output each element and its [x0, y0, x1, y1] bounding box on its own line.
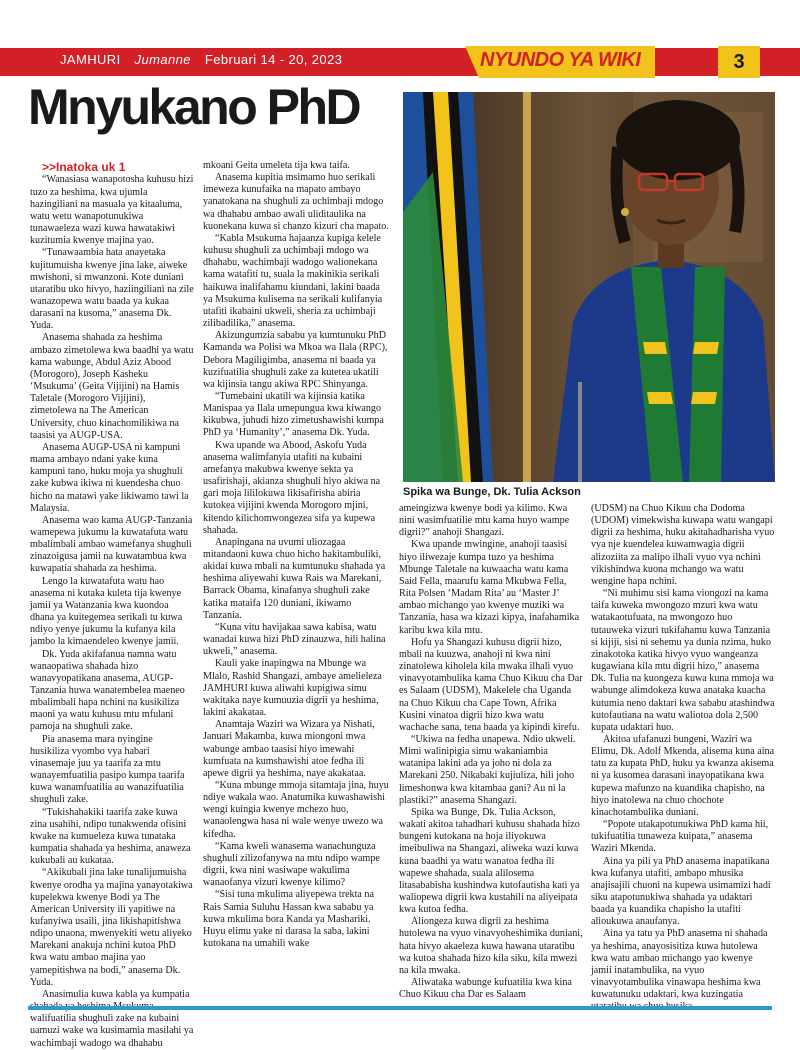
article-paragraph: Anasema kupitia msimamo huo serikali imeweza kunufaika na mapato ambayo yanatokana na shughuli za uchimbaji mdogo wa dhahabu ambao awali uliditaulika na kuonekana kuwa si chanzo kizuri cha mapato. — [203, 172, 389, 232]
article-paragraph: Aina ya pili ya PhD anasema inapatikana kwa kufanya utafiti, ambapo mhusika anajisajili chuoni na kupewa usimamizi hadi siku atapotunukiwa shahada ya udaktari baada ya kuandika chapisho la utafiti alioukuwa anaufanya. — [591, 855, 771, 928]
article-paragraph: “Tukishahakiki taarifa zake kuwa zina usahihi, ndipo tunakwenda ofisini kwake na kumueleza kuwa tunataka kumpatia shahada ya heshima, anaweza kukubali au kukataa. — [30, 806, 191, 867]
article-paragraph: “Sisi tuna mkulima aliyepewa trekta na Rais Samia Suluhu Hassan kwa sababu ya kuwa mkulima bora Kanda ya Mashariki. Huyu elimu yake ni darasa la saba, lakini kutokana na umahili wake — [203, 889, 374, 949]
issue-dates: Februari 14 - 20, 2023 — [204, 52, 343, 67]
article-column-3 — [399, 503, 583, 1001]
article-paragraph: “Tunawaambia hata anayetaka kujitumuisha kwenye jina lake, aiweke mwishoni, si mwanzoni. Kote duniani utaratibu uko hivyo, haziingiliani na zile wanazopewa watu baada ya kukaa darasani na kusoma,” anasema Dk. Yuda. — [30, 247, 194, 332]
article-paragraph: Anamtaja Waziri wa Wizara ya Nishati, Januari Makamba, kuwa miongoni mwa wabunge ambao taasisi hiyo imewahi kumfuata na kumshawishi atoe fedha ili apewe digrii ya heshima, naye akakataa. — [203, 719, 375, 779]
photo-caption: Spika wa Bunge, Dk. Tulia Ackson — [403, 486, 581, 498]
article-paragraph: “Akikubali jina lake tunalijumuisha kwenye orodha ya majina yanayotakiwa kupelekwa kwenye Bodi ya The American University ili yapitiwe na kufanyiwa usaili, jina likishapitishwa ndipo unaona, mwenyekiti wetu aliyeko Marekani anakuja nchini kutoa PhD kwa watu ambao majina yao yamepitishwa na bodi,” anasema Dk. Yuda. — [30, 867, 193, 988]
article-paragraph: Pia anasema mara nyingine husikiliza vyombo vya habari vinasemaje juu ya taarifa za mtu wanayemfuatilia pasipo kumpa taarifa kuwa wanamfuatilia au wanazifuatilia shughuli zake. — [30, 733, 185, 806]
issue-day: Jumanne — [134, 52, 191, 67]
footer-rule — [28, 1006, 772, 1010]
article-paragraph: Hofu ya Shangazi kuhusu digrii hizo, mbali na kuuzwa, anahoji ni kwa nini zinatolewa kiholela kila mwaka ilhali vyuo vinavyotambulika kama Chuo Kikuu cha Dar es Salaam (UDSM), Makelele cha Uganda na Chuo Kikuu cha Cape Town, Afrika Kusini vinatoa digrii hizo kwa watu wachache sana, tena baada ya kipindi kirefu. — [399, 636, 583, 733]
page-header — [0, 0, 800, 88]
article-paragraph: “Wanasiasa wanapotosha kuhusu hizi tuzo za heshima, kwa ujumla hazingiliani na masuala ya kitaaluma, watu wetu wanapotunukiwa tunawaeleza wazi kuwa hawatakiwi kuzitumia kwenye majina yao. — [30, 174, 194, 247]
section-title: NYUNDO YA WIKI — [480, 49, 641, 71]
article-column-2 — [203, 160, 390, 950]
jump-line: >>Inatoka uk 1 — [42, 160, 126, 174]
article-paragraph: Akitoa ufafanuzi bungeni, Waziri wa Elimu, Dk. Adolf Mkenda, alisema kuna aina tatu za kupata PhD, huku ya kwanza akisema ni ya kusomea darasani inayopatikana kwa kupewa mafunzo na kuandika chapisho, na hiyo inatolewa na chuo chochote kinachotambulika duniani. — [591, 733, 775, 818]
article-paragraph: “Kama kweli wanasema wanachunguza shughuli zilizofanywa na mtu ndipo wampe digrii, kwa nini wasiwape wakulima wanaofanya vizuri kwenye kilimo? — [203, 840, 380, 889]
article-paragraph: Kwa upande mwingine, anahoji taasisi hiyo iliwezaje kumpa tuzo ya heshima Mbunge Taletale na kuwaacha watu kama Said Fella, maarufu kama Mkubwa Fella, Rita Polsen ‘Madam Rita’ au ‘Master J’ ambao michango yao kwenye muziki wa Tanzania, hasa wa kizazi kipya, inafahamika karibu kwa kila mtu. — [399, 539, 580, 636]
article-column-1 — [30, 160, 194, 1050]
header-dateline — [60, 52, 352, 67]
article-paragraph: Dk. Yuda akifafanua namna watu wanaopatiwa shahada hizo wanavyopatikana anasema, AUGP-Tanzania huwa wanatembelea maeneo mbalimbali hapa nchini na kusikiliza maoni ya watu kuhusu mtu mfulani pamoja na shughuli zake. — [30, 648, 185, 733]
article-column-4 — [591, 503, 775, 1014]
article-paragraph: Kauli yake inapingwa na Mbunge wa Mlalo, Rashid Shangazi, ambaye amelieleza JAMHURI kuwa aliwahi kupigiwa simu wakitaka naye kumuuzia digrii ya heshima, lakini akakataa. — [203, 658, 382, 719]
article-photo — [403, 92, 775, 482]
article-paragraph: “Tumebaini ukatili wa kijinsia katika Manispaa ya Ilala umepungua kwa kiwango kikubwa, juhudi hizo zimetushawishi kumpa PhD ya ‘Humanity’,” anasema Dk. Yuda. — [203, 390, 384, 439]
article-paragraph: Anasimulia kuwa kabla ya kumpatia walifuatilia shughuli zake na kubaini uamuzi wake wa kusimamia masilahi ya wachimbaji wadogo wa dhahabu — [30, 988, 194, 1049]
article-paragraph: Anasema AUGP-USA ni kampuni mama ambayo ndani yake kuna kampuni tano, huku moja ya shughuli zake kubwa ikiwa ni kuendesha chuo hicho na matawi yake likiwamo tawi la Malaysia. — [30, 441, 189, 514]
article-headline: Mnyukano PhD — [28, 79, 360, 135]
article-paragraph: Akizungumzia sababu ya kumtunuku PhD Kamanda wa Polisi wa Mkoa wa Ilala (RPC), Debora Magiligimba, anasema ni baada ya kuzifuatilia shughuli zake za kutetea ukatili wa kijinsia tangu akiwa RPC Shinyanga. — [203, 330, 388, 390]
paper-name: JAMHURI — [60, 52, 121, 67]
article-paragraph: Aliwataka wabunge kufuatilia kwa kina Chuo Kikuu cha Dar es Salaam — [399, 977, 572, 1001]
article-paragraph: Aliongeza kuwa digrii za heshima hutolewa na vyuo vinavyoheshimika duniani, hata hivyo akaeleza kuwa hawana utaratibu wa kutoa shahada hizo kila siku, kila mwezi na kila mwaka. — [399, 916, 583, 976]
article-paragraph: “Kuna mbunge mmoja sitamtaja jina, huyu ndiye wakala wao. Anatumika kuwashawishi wengi kuingia kwenye mchezo huo, wanaolengwa hasa ni wale wenye uwezo wa kifedha. — [203, 779, 389, 840]
article-paragraph: mkoani Geita umeleta tija kwa taifa. — [203, 160, 350, 171]
article-paragraph: Lengo la kuwatafuta watu hao anasema ni kutaka kuleta tija kwenye jamii ya Watanzania kwa kuondoa dhana ya kuitegemea serikali tu kuwa ndiyo yenye jukumu la kufanya kila jambo la kimaendeleo kwenye jamii. — [30, 575, 183, 648]
article-paragraph: Spika wa Bunge, Dk. Tulia Ackson, wakati akitoa tahadhari kuhusu shahada hizo bungeni kutokana na hoja iliyokuwa imeibuliwa na Shangazi, aliweka wazi kuwa kuna baadhi ya watu wanatoa fedha ili wapewe shahada, suala alilosema litasababisha kushindwa kutofautisha kati ya waliopewa digrii kwa kustahili na aliyeipata kwa kutoa fedha. — [399, 806, 580, 916]
article-paragraph: ameingizwa kwenye bodi ya kilimo. Kwa nini wasimfuatilie mtu kama huyo wampe digrii?” anahoji Shangazi. — [399, 503, 570, 539]
page-number: 3 — [718, 46, 760, 78]
article-paragraph: “Ni muhimu sisi kama viongozi na kama taifa kuweka mwongozo mzuri kwa watu watakaotufuata, na mwongozo huo tutauweka vizuri tukifahamu kuwa Tanzania si kijiji, sisi ni sehemu ya dunia nzima, huko zinakotoka katika hivyo vyuo wangeanza kugawiana kila mtu digrii hizo,” anasema Dk. Tulia na kuongeza kuwa kuna mmoja wa wabunge alimdokeza kuwa anataka kuacha kutumia neno daktari kwa sababu atashindwa kutofautiana na watu waliotoa dola 2,500 kupata udaktari huo. — [591, 588, 775, 733]
article-paragraph: Anasema wao kama AUGP-Tanzania wamepewa jukumu la kuwatafuta watu mbalimbali ambao wamefanya shughuli zinazoigusa jamii na kuwatambua kwa kuwapatia shahada za heshima. — [30, 514, 193, 575]
article-paragraph: Anasema shahada za heshima ambazo zimetolewa kwa baadhi ya watu kama wabunge, Abdul Aziz Abood (Morogoro), Joseph Kasheku ‘Msukuma’ (Geita Vijijini) na Hamis Taletale (Morogoro Vijijini), zimetolewa na The American University, chuo kinachomilikiwa na taasisi ya AUGP-USA. — [30, 332, 194, 441]
article-paragraph: Aina ya tatu ya PhD anasema ni shahada ya heshima, anayosisitiza kuwa hutolewa kwa watu ambao michango yao kwenye jamii inatambulika, na vyuo vinavyotambulika vinawapa heshima kwa kuwatunuku udaktari, kwa kuzingatia — [591, 928, 768, 1001]
article-paragraph: “Popote utakapotunukiwa PhD kama hii, tukifuatilia tunaweza kuipata,” anasema Waziri Mkenda. — [591, 819, 769, 855]
article-paragraph: (UDSM) na Chuo Kikuu cha Dodoma (UDOM) vimekwisha kuwapa watu wangapi digrii za heshima, huku akitahadharisha vyuo vya nje kuendelea kuwamwagia digrii alizoziita za malipo ilhali vyuo vya nchini vikishindwa kuona mchango wa watu wengine hapa nchini. — [591, 503, 775, 587]
article-paragraph: “Kabla Msukuma hajaanza kupiga kelele kuhusu shughuli za uchimbaji mdogo wa dhahabu, wachimbaji wadogo walionekana kama watafiti tu, suala la makinikia serikali haikuwa inalifahamu kiundani, lakini baada ya Msukuma kulisema na serikali kulifanyia utafiti ikabaini ukweli, sheria za uchimbaji zilibadilika,” anasema. — [203, 232, 383, 330]
article-paragraph: “Ukiwa na fedha unapewa. Ndio ukweli. Mimi walinipigia simu wakaniambia watanipa lakini ada ya joho ni dola za Marekani 250. Nikabaki kujiuliza, hili joho limeshonwa kwa kitambaa gani? Au ni la plastiki?” anasema Shangazi. — [399, 733, 576, 806]
photo-illustration — [403, 92, 775, 482]
article-paragraph: Anapingana na uvumi uliozagaa mitandaoni kuwa chuo hicho hakitambuliki, akidai kuwa mbali na kumtunuku shahada ya heshima aliyewahi kuwa Rais wa Marekani, Barrack Obama, kinafanya shughuli zake katika mataifa 120 duniani, ikiwamo Tanzania. — [203, 536, 386, 621]
article-paragraph: Kwa upande wa Abood, Askofu Yuda anasema walimfanyia utafiti na kubaini amefanya makubwa kwenye sekta ya usafirishaji, akianza shughuli hiyo akiwa na gari moja lililokuwa likisafirisha abiria kutokea vijijini kwenda Morogoro mjini, kitendo kilichomwongezea sifa ya kupewa shahada. — [203, 439, 381, 536]
article-paragraph: “Kuna vitu havijakaa sawa kabisa, watu wanadai kuwa hizi PhD zinauzwa, hili halina ukweli,” anasema. — [203, 621, 386, 658]
